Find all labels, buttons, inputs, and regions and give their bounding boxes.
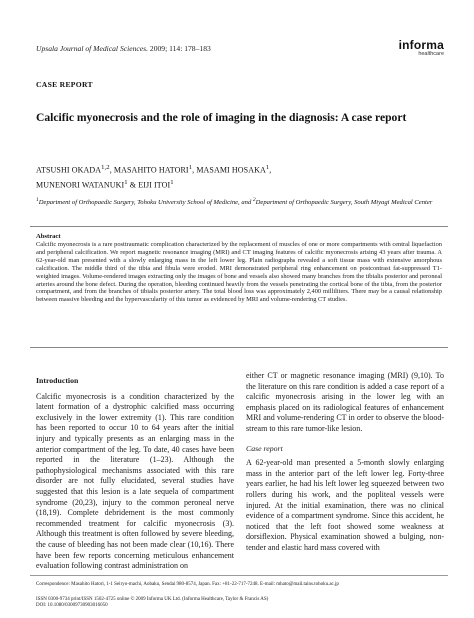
body-right-column xyxy=(246,371,444,554)
journal-volume: 2009; 114: 178–183 xyxy=(149,44,211,53)
article-type: CASE REPORT xyxy=(36,80,93,89)
author-name: EIJI ITOI xyxy=(138,180,171,190)
introduction-continued-text: either CT or magnetic resonance imaging (MRI) (9,10). To the literature on this rare condition is added a case report of a calcific myonecrosis arising in the lower leg with an emphasis placed on its radiological features of enhancement MRI and volume-rendering CT in order to observe the blood-stream to this rare tumor-like lesion. xyxy=(246,371,444,433)
publisher-name: informa xyxy=(398,38,444,52)
author-affiliation-mark: 1 xyxy=(170,178,174,186)
author-affiliations xyxy=(36,196,446,207)
author-list xyxy=(36,162,444,191)
introduction-heading: Introduction xyxy=(36,376,79,385)
affiliation-mark: 1 xyxy=(36,197,39,203)
journal-name: Upsala Journal of Medical Sciences. xyxy=(36,44,148,53)
article-title: Calcific myonecrosis and the role of imaging in the diagnosis: A case report xyxy=(36,111,407,124)
case-report-text: A 62-year-old man presented a 5-month slowly enlarging mass in the anterior part of the left lower leg. Forty-three years earlier, he had his left lower leg squeezed between two rollers during his work, and the popliteal vessels were injured. At the initial examination, there was no clinical evidence of a compartment syndrome. Since this accident, he noticed that the left foot showed some weakness at dorsiflexion. Physical examination showed a bulging, non-tender and elastic hard mass covered with xyxy=(246,458,444,552)
affiliation-mark: 2 xyxy=(252,197,256,203)
case-report-heading: Case report xyxy=(246,443,283,453)
author-separator: , xyxy=(269,165,272,175)
author-separator: , xyxy=(109,165,114,175)
introduction-text: Calcific myonecrosis is a condition characterized by the latent formation of a dystrophic calcified mass occurring exclusively in the lower extremity (1). This rare condition has been reported to occur 10 to 64 years after the initial injury and typically presents as an enlarging mass in the anterior compartment of the leg. To date, 40 cases have been reported in the literature (1–23). Although the pathophysiological mechanisms associated with this rare disorder are not fully elucidated, several studies have suggested that this lesion is a late sequela of compartment syndrome (20,23), injury to the common peroneal nerve (18,19). Complete debridement is the most commonly recommended treatment for calcific myonecrosis (3). Although this treatment is often followed by severe bleeding, the cause of bleeding has not been made clear (10,16). There have been few reports concerning meticulous enhancement evaluation following contrast administration on xyxy=(36,391,234,571)
publisher-logo xyxy=(399,39,444,58)
issn-line: ISSN 0300-9734 print/ISSN 1502-4725 online © 2009 Informa UK Ltd. (Informa Healthcare, Taylor & Francis AS) xyxy=(36,597,269,602)
author-name: MASAHITO HATORI xyxy=(113,165,189,175)
footer-divider xyxy=(30,575,448,576)
journal-citation xyxy=(36,44,211,53)
abstract-text: Calcific myonecrosis is a rare posttraumatic complication characterized by the replacement of muscles of one or more compartments with central liquefaction and peripheral calcification. We report magnetic resonance imaging (MRI) and CT imaging features of calcific myonecrosis arising 43 years after trauma. A 62-year-old man presented with a slowly enlarging mass in the left lower leg. Plain radiographs revealed a soft tissue mass with extensive amorphous calcification. The middle third of the tibia and fibula were eroded. MRI demonstrated peripheral ring enhancement on postcontrast fat-suppressed T1-weighted images. Volume-rendered images extracting only the images of bone and vessels also showed many branches from the tibialis posterior and peroneal arteries around the bone defect. During the operation, bleeding continued heavily from the vessels penetrating the cortical bone of the tibia, from the posterior compartment, and from the branches of tibialis posterior artery. The total blood loss was approximately 2,400 milliliters. There may be a causal relationship between massive bleeding and the hypervascularity of this tumor as evidenced by MRI and volume-rendering CT studies. xyxy=(36,241,442,304)
abstract-box xyxy=(30,226,448,348)
doi-line: DOI: 10.1080/03009730903016050 xyxy=(36,603,108,609)
abstract-heading: Abstract xyxy=(36,233,61,240)
affiliation-text: Department of Orthopaedic Surgery, South Miyagi Medical Center xyxy=(255,199,433,207)
author-separator: , xyxy=(192,165,197,175)
author-name: MUNENORI WATANUKI xyxy=(36,180,125,190)
author-affiliation-mark: 1 xyxy=(188,164,193,171)
author-name: ATSUSHI OKADA xyxy=(36,165,102,175)
author-name: MASAMI HOSAKA xyxy=(196,165,266,175)
issn-block xyxy=(36,597,448,610)
body-left-column xyxy=(36,376,234,572)
author-affiliation-mark: 1 xyxy=(265,164,270,171)
author-affiliation-mark: 1,2 xyxy=(101,164,110,171)
author-separator: & xyxy=(127,180,139,190)
publisher-subtitle: healthcare xyxy=(418,51,444,57)
correspondence-note: Correspondence: Masahito Hatori, 1-1 Seiryo-machi, Aobaku, Sendai 980-8574, Japan. Fax: +81-22-717-7248. E-mail: mhato@mail.tains.tohoku.ac.jp xyxy=(36,582,339,587)
affiliation-text: Department of Orthopaedic Surgery, Tohoku University School of Medicine, and xyxy=(38,199,253,207)
author-affiliation-mark: 1 xyxy=(124,178,128,186)
